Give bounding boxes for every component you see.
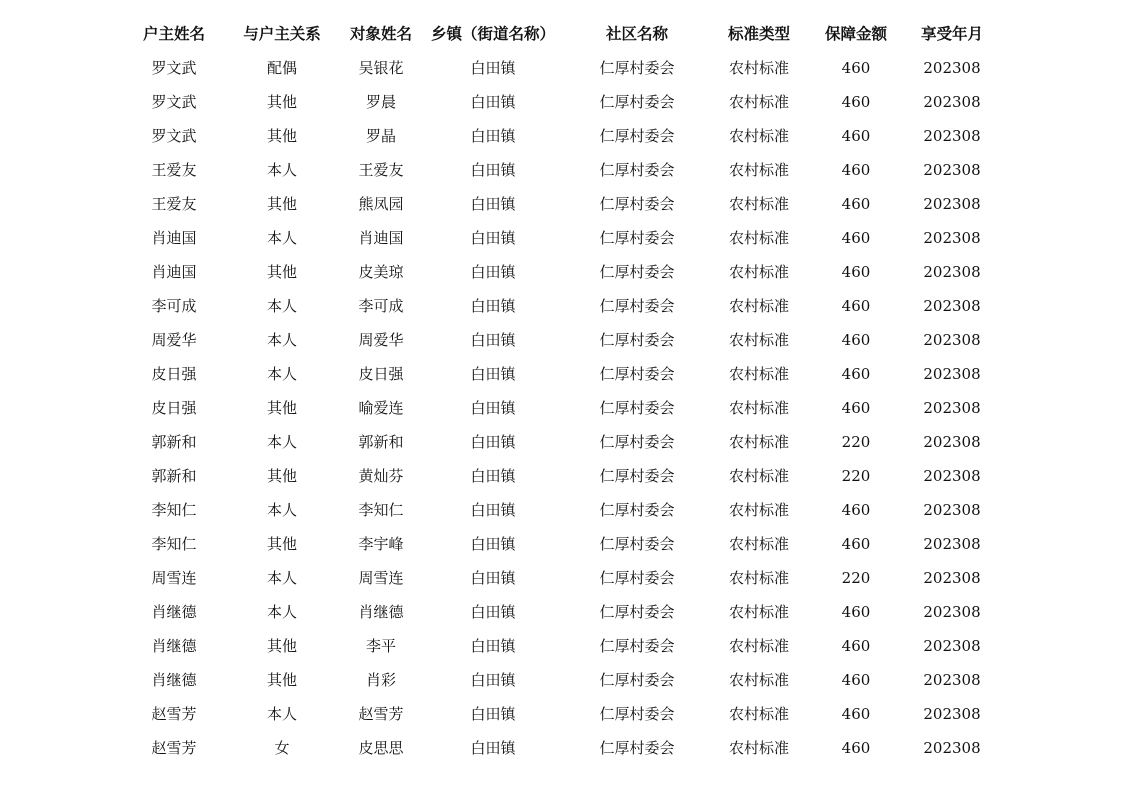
column-header-standard-type: 标准类型 (727, 25, 790, 43)
cell-relation-to-head: 本人 (266, 569, 297, 587)
cell-benefit-month: 202308 (923, 637, 981, 655)
cell-subsidy-amount: 460 (841, 229, 871, 247)
cell-standard-type: 农村标准 (728, 637, 789, 655)
cell-community-name: 仁厚村委会 (599, 161, 675, 179)
table-row (120, 459, 996, 493)
table-row (120, 255, 996, 289)
cell-benefit-month: 202308 (923, 603, 981, 621)
cell-township: 白田镇 (470, 161, 516, 179)
cell-subsidy-amount: 460 (841, 263, 871, 281)
cell-township: 白田镇 (470, 739, 516, 757)
cell-benefit-month: 202308 (923, 161, 981, 179)
cell-subsidy-amount: 220 (841, 569, 871, 587)
cell-standard-type: 农村标准 (728, 501, 789, 519)
cell-benefit-month: 202308 (923, 331, 981, 349)
cell-benefit-month: 202308 (923, 229, 981, 247)
cell-community-name: 仁厚村委会 (599, 637, 675, 655)
cell-recipient-name: 皮美琼 (358, 263, 404, 281)
cell-community-name: 仁厚村委会 (599, 93, 675, 111)
cell-standard-type: 农村标准 (728, 467, 789, 485)
cell-benefit-month: 202308 (923, 739, 981, 757)
cell-standard-type: 农村标准 (728, 399, 789, 417)
cell-relation-to-head: 本人 (266, 297, 297, 315)
cell-recipient-name: 周爱华 (358, 331, 404, 349)
cell-community-name: 仁厚村委会 (599, 229, 675, 247)
cell-recipient-name: 皮日强 (358, 365, 404, 383)
cell-recipient-name: 李平 (365, 637, 396, 655)
cell-benefit-month: 202308 (923, 501, 981, 519)
cell-township: 白田镇 (470, 195, 516, 213)
cell-subsidy-amount: 460 (841, 399, 871, 417)
assistance-roster-table (120, 17, 996, 765)
column-header-household-head-name: 户主姓名 (142, 25, 205, 43)
cell-recipient-name: 周雪连 (358, 569, 404, 587)
cell-household-head-name: 肖继德 (151, 603, 197, 621)
cell-standard-type: 农村标准 (728, 433, 789, 451)
cell-township: 白田镇 (470, 59, 516, 77)
cell-subsidy-amount: 460 (841, 705, 871, 723)
cell-relation-to-head: 其他 (266, 467, 297, 485)
cell-township: 白田镇 (470, 399, 516, 417)
cell-household-head-name: 郭新和 (151, 433, 197, 451)
table-row (120, 391, 996, 425)
cell-household-head-name: 肖迪国 (151, 229, 197, 247)
cell-community-name: 仁厚村委会 (599, 365, 675, 383)
table-row (120, 51, 996, 85)
cell-relation-to-head: 其他 (266, 535, 297, 553)
cell-township: 白田镇 (470, 705, 516, 723)
cell-standard-type: 农村标准 (728, 671, 789, 689)
cell-community-name: 仁厚村委会 (599, 433, 675, 451)
cell-benefit-month: 202308 (923, 433, 981, 451)
cell-recipient-name: 皮思思 (358, 739, 404, 757)
cell-recipient-name: 王爱友 (358, 161, 404, 179)
column-header-benefit-month: 享受年月 (920, 25, 983, 43)
cell-relation-to-head: 其他 (266, 263, 297, 281)
cell-recipient-name: 喻爱连 (358, 399, 404, 417)
column-header-township: 乡镇（街道名称） (430, 25, 555, 43)
cell-subsidy-amount: 460 (841, 59, 871, 77)
cell-township: 白田镇 (470, 433, 516, 451)
cell-standard-type: 农村标准 (728, 297, 789, 315)
cell-household-head-name: 李可成 (151, 297, 197, 315)
cell-community-name: 仁厚村委会 (599, 705, 675, 723)
cell-relation-to-head: 本人 (266, 161, 297, 179)
cell-recipient-name: 熊凤园 (358, 195, 404, 213)
cell-standard-type: 农村标准 (728, 569, 789, 587)
cell-subsidy-amount: 460 (841, 195, 871, 213)
cell-community-name: 仁厚村委会 (599, 297, 675, 315)
cell-subsidy-amount: 460 (841, 127, 871, 145)
cell-township: 白田镇 (470, 297, 516, 315)
cell-subsidy-amount: 460 (841, 637, 871, 655)
cell-township: 白田镇 (470, 93, 516, 111)
cell-community-name: 仁厚村委会 (599, 59, 675, 77)
cell-standard-type: 农村标准 (728, 59, 789, 77)
cell-benefit-month: 202308 (923, 195, 981, 213)
cell-standard-type: 农村标准 (728, 365, 789, 383)
cell-household-head-name: 肖迪国 (151, 263, 197, 281)
table-row (120, 153, 996, 187)
table-row (120, 561, 996, 595)
cell-township: 白田镇 (470, 569, 516, 587)
cell-relation-to-head: 其他 (266, 93, 297, 111)
cell-standard-type: 农村标准 (728, 195, 789, 213)
cell-relation-to-head: 其他 (266, 671, 297, 689)
cell-subsidy-amount: 460 (841, 93, 871, 111)
cell-township: 白田镇 (470, 127, 516, 145)
cell-recipient-name: 郭新和 (358, 433, 404, 451)
table-row (120, 697, 996, 731)
cell-subsidy-amount: 460 (841, 365, 871, 383)
table-row (120, 527, 996, 561)
table-row (120, 323, 996, 357)
cell-household-head-name: 周雪连 (151, 569, 197, 587)
cell-standard-type: 农村标准 (728, 93, 789, 111)
cell-household-head-name: 周爱华 (151, 331, 197, 349)
cell-relation-to-head: 配偶 (266, 59, 297, 77)
cell-benefit-month: 202308 (923, 297, 981, 315)
cell-subsidy-amount: 220 (841, 467, 871, 485)
cell-recipient-name: 李宇峰 (358, 535, 404, 553)
cell-recipient-name: 罗晨 (365, 93, 396, 111)
column-header-subsidy-amount: 保障金额 (824, 25, 887, 43)
table-row (120, 357, 996, 391)
cell-township: 白田镇 (470, 263, 516, 281)
cell-household-head-name: 郭新和 (151, 467, 197, 485)
cell-community-name: 仁厚村委会 (599, 501, 675, 519)
cell-relation-to-head: 其他 (266, 637, 297, 655)
cell-subsidy-amount: 460 (841, 739, 871, 757)
table-body (120, 51, 996, 765)
header-row (120, 17, 996, 51)
cell-recipient-name: 黄灿芬 (358, 467, 404, 485)
cell-household-head-name: 罗文武 (151, 93, 197, 111)
table-row (120, 425, 996, 459)
cell-standard-type: 农村标准 (728, 263, 789, 281)
cell-benefit-month: 202308 (923, 467, 981, 485)
cell-subsidy-amount: 460 (841, 331, 871, 349)
table-row (120, 629, 996, 663)
cell-benefit-month: 202308 (923, 569, 981, 587)
cell-township: 白田镇 (470, 365, 516, 383)
cell-township: 白田镇 (470, 331, 516, 349)
cell-relation-to-head: 本人 (266, 229, 297, 247)
cell-recipient-name: 赵雪芳 (358, 705, 404, 723)
cell-relation-to-head: 其他 (266, 399, 297, 417)
cell-benefit-month: 202308 (923, 671, 981, 689)
cell-relation-to-head: 本人 (266, 433, 297, 451)
cell-standard-type: 农村标准 (728, 161, 789, 179)
cell-recipient-name: 肖继德 (358, 603, 404, 621)
cell-benefit-month: 202308 (923, 263, 981, 281)
cell-community-name: 仁厚村委会 (599, 739, 675, 757)
cell-benefit-month: 202308 (923, 365, 981, 383)
cell-household-head-name: 赵雪芳 (151, 739, 197, 757)
cell-recipient-name: 李可成 (358, 297, 404, 315)
cell-benefit-month: 202308 (923, 399, 981, 417)
column-header-relation-to-head: 与户主关系 (243, 25, 321, 43)
cell-relation-to-head: 本人 (266, 501, 297, 519)
cell-township: 白田镇 (470, 637, 516, 655)
cell-community-name: 仁厚村委会 (599, 263, 675, 281)
cell-township: 白田镇 (470, 603, 516, 621)
cell-relation-to-head: 其他 (266, 195, 297, 213)
cell-township: 白田镇 (470, 467, 516, 485)
cell-subsidy-amount: 460 (841, 603, 871, 621)
cell-relation-to-head: 其他 (266, 127, 297, 145)
cell-township: 白田镇 (470, 501, 516, 519)
cell-recipient-name: 罗晶 (365, 127, 396, 145)
cell-household-head-name: 肖继德 (151, 637, 197, 655)
cell-household-head-name: 赵雪芳 (151, 705, 197, 723)
table-row (120, 595, 996, 629)
cell-recipient-name: 肖彩 (365, 671, 396, 689)
cell-benefit-month: 202308 (923, 705, 981, 723)
cell-relation-to-head: 本人 (266, 705, 297, 723)
cell-community-name: 仁厚村委会 (599, 569, 675, 587)
cell-subsidy-amount: 460 (841, 297, 871, 315)
cell-benefit-month: 202308 (923, 93, 981, 111)
cell-township: 白田镇 (470, 229, 516, 247)
cell-household-head-name: 王爱友 (151, 161, 197, 179)
cell-community-name: 仁厚村委会 (599, 399, 675, 417)
cell-community-name: 仁厚村委会 (599, 603, 675, 621)
cell-subsidy-amount: 220 (841, 433, 871, 451)
table-row (120, 221, 996, 255)
cell-standard-type: 农村标准 (728, 127, 789, 145)
table-header (120, 17, 996, 51)
column-header-recipient-name: 对象姓名 (349, 25, 412, 43)
cell-community-name: 仁厚村委会 (599, 331, 675, 349)
cell-recipient-name: 李知仁 (358, 501, 404, 519)
cell-household-head-name: 李知仁 (151, 535, 197, 553)
cell-subsidy-amount: 460 (841, 671, 871, 689)
cell-community-name: 仁厚村委会 (599, 195, 675, 213)
cell-recipient-name: 吴银花 (358, 59, 404, 77)
table-row (120, 187, 996, 221)
cell-standard-type: 农村标准 (728, 331, 789, 349)
cell-household-head-name: 罗文武 (151, 127, 197, 145)
cell-standard-type: 农村标准 (728, 705, 789, 723)
cell-relation-to-head: 本人 (266, 603, 297, 621)
cell-community-name: 仁厚村委会 (599, 467, 675, 485)
cell-recipient-name: 肖迪国 (358, 229, 404, 247)
cell-benefit-month: 202308 (923, 59, 981, 77)
cell-subsidy-amount: 460 (841, 161, 871, 179)
cell-relation-to-head: 女 (274, 739, 290, 757)
cell-benefit-month: 202308 (923, 127, 981, 145)
table-row (120, 731, 996, 765)
table-row (120, 289, 996, 323)
table-row (120, 663, 996, 697)
cell-community-name: 仁厚村委会 (599, 671, 675, 689)
cell-household-head-name: 罗文武 (151, 59, 197, 77)
table-row (120, 85, 996, 119)
cell-household-head-name: 李知仁 (151, 501, 197, 519)
cell-standard-type: 农村标准 (728, 535, 789, 553)
cell-benefit-month: 202308 (923, 535, 981, 553)
cell-subsidy-amount: 460 (841, 535, 871, 553)
table-row (120, 119, 996, 153)
cell-household-head-name: 肖继德 (151, 671, 197, 689)
cell-township: 白田镇 (470, 671, 516, 689)
cell-standard-type: 农村标准 (728, 603, 789, 621)
cell-standard-type: 农村标准 (728, 229, 789, 247)
cell-community-name: 仁厚村委会 (599, 535, 675, 553)
cell-relation-to-head: 本人 (266, 331, 297, 349)
cell-relation-to-head: 本人 (266, 365, 297, 383)
cell-subsidy-amount: 460 (841, 501, 871, 519)
cell-household-head-name: 皮日强 (151, 399, 197, 417)
cell-township: 白田镇 (470, 535, 516, 553)
table-row (120, 493, 996, 527)
cell-household-head-name: 皮日强 (151, 365, 197, 383)
cell-standard-type: 农村标准 (728, 739, 789, 757)
cell-household-head-name: 王爱友 (151, 195, 197, 213)
cell-community-name: 仁厚村委会 (599, 127, 675, 145)
column-header-community-name: 社区名称 (605, 25, 668, 43)
